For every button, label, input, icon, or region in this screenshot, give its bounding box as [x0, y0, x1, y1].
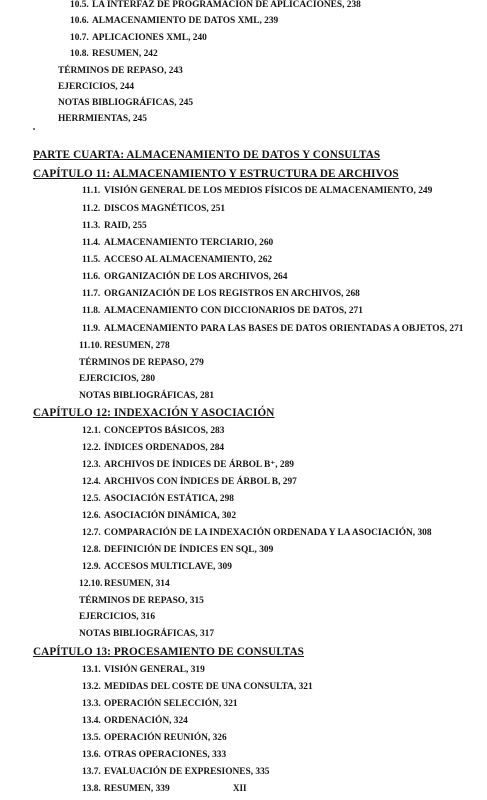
toc-entry: [82, 477, 297, 488]
page-number: XII: [233, 783, 247, 793]
section-title: RESUMEN, 242: [92, 49, 158, 59]
section-number: 12.8.: [82, 545, 101, 555]
section-number: 10.7.: [70, 33, 89, 43]
section-number: 11.4.: [82, 238, 101, 248]
toc-entry: [82, 494, 234, 505]
toc-entry: [82, 426, 224, 437]
section-title: CONCEPTOS BÁSICOS, 283: [104, 426, 225, 436]
part-heading: PARTE CUARTA: ALMACENAMIENTO DE DATOS Y CONSULTAS: [33, 149, 381, 161]
section-title: ORGANIZACIÓN DE LOS ARCHIVOS, 264: [104, 272, 288, 282]
toc-entry: [82, 767, 269, 778]
section-title: LA INTERFAZ DE PROGRAMACIÓN DE APLICACIONES, 238: [92, 0, 361, 10]
toc-entry: [82, 460, 294, 471]
toc-entry: [82, 750, 226, 761]
section-title: ACCESO AL ALMACENAMIENTO, 262: [104, 255, 273, 265]
section-title: OPERACIÓN REUNIÓN, 326: [104, 733, 227, 743]
section-number: 13.2.: [82, 682, 101, 692]
toc-back-matter: TÉRMINOS DE REPASO, 279: [79, 358, 204, 368]
chapter-heading: CAPÍTULO 11: ALMACENAMIENTO Y ESTRUCTURA DE ARCHIVOS: [33, 168, 399, 180]
section-title: ALMACENAMIENTO CON DICCIONARIOS DE DATOS, 271: [104, 306, 363, 316]
section-title: MEDIDAS DEL COSTE DE UNA CONSULTA, 321: [104, 682, 313, 692]
toc-entry: [70, 0, 361, 11]
section-number: 13.6.: [82, 750, 101, 760]
section-number: 12.1.: [82, 426, 101, 436]
toc-entry: [82, 272, 287, 283]
section-number: 13.7.: [82, 767, 101, 777]
section-number: 12.4.: [82, 477, 101, 487]
section-title: ALMACENAMIENTO PARA LAS BASES DE DATOS ORIENTADAS A OBJETOS, 271: [104, 324, 464, 334]
section-title: ÍNDICES ORDENADOS, 284: [104, 443, 225, 453]
toc-entry: [82, 545, 273, 556]
toc-entry: [82, 716, 188, 727]
section-title: VISIÓN GENERAL, 319: [104, 665, 205, 675]
toc-back-matter: NOTAS BIBLIOGRÁFICAS, 281: [79, 391, 215, 401]
toc-entry: [82, 511, 236, 522]
section-number: 11.3.: [82, 221, 101, 231]
section-number: 11.10.: [79, 341, 102, 351]
toc-entry: [82, 306, 363, 317]
section-number: 13.1.: [82, 665, 101, 675]
section-title: DEFINICIÓN DE ÍNDICES EN SQL, 309: [104, 545, 274, 555]
chapter-heading: CAPÍTULO 12: INDEXACIÓN Y ASOCIACIÓN: [33, 407, 275, 419]
section-title: EVALUACIÓN DE EXPRESIONES, 335: [104, 767, 270, 777]
section-title: RESUMEN, 278: [104, 341, 170, 351]
section-number: 13.4.: [82, 716, 101, 726]
section-number: 13.8.: [82, 784, 101, 794]
section-number: 12.5.: [82, 494, 101, 504]
toc-back-matter: NOTAS BIBLIOGRÁFICAS, 317: [79, 629, 215, 639]
section-title: VISIÓN GENERAL DE LOS MEDIOS FÍSICOS DE ALMACENAMIENTO, 249: [104, 186, 433, 196]
section-number: 11.7.: [82, 289, 101, 299]
toc-back-matter: TÉRMINOS DE REPASO, 243: [58, 66, 183, 76]
toc-back-matter: EJERCICIOS, 316: [79, 612, 156, 622]
section-title: RESUMEN, 314: [104, 579, 170, 589]
section-title: ASOCIACIÓN ESTÁTICA, 298: [104, 494, 234, 504]
toc-entry: [82, 665, 205, 676]
section-number: 12.7.: [82, 528, 101, 538]
section-number: 12.9.: [82, 562, 101, 572]
toc-entry: [82, 733, 227, 744]
toc-entry: [82, 528, 432, 539]
section-title: ORGANIZACIÓN DE LOS REGISTROS EN ARCHIVOS, 268: [104, 289, 360, 299]
toc-entry: [82, 682, 313, 693]
toc-entry: [82, 324, 463, 335]
section-number: 10.6.: [70, 16, 89, 26]
toc-entry: [70, 16, 278, 27]
toc-entry: [82, 699, 238, 710]
toc-entry: [82, 238, 273, 249]
section-number: 11.9.: [82, 324, 101, 334]
section-title: OPERACIÓN SELECCIÓN, 321: [104, 699, 238, 709]
section-number: 11.6.: [82, 272, 101, 282]
toc-back-matter: HERRMIENTAS, 245: [58, 114, 147, 124]
section-number: 13.5.: [82, 733, 101, 743]
toc-entry: [82, 443, 224, 454]
speck: [33, 128, 35, 130]
section-number: 10.8.: [70, 49, 89, 59]
section-title: ALMACENAMIENTO TERCIARIO, 260: [104, 238, 274, 248]
section-number: 10.5.: [70, 0, 89, 10]
section-number: 11.2.: [82, 204, 101, 214]
toc-entry: [82, 204, 225, 215]
toc-back-matter: NOTAS BIBLIOGRÁFICAS, 245: [58, 98, 194, 108]
section-title: ASOCIACIÓN DINÁMICA, 302: [104, 511, 237, 521]
toc-back-matter: EJERCICIOS, 280: [79, 374, 156, 384]
section-number: 12.6.: [82, 511, 101, 521]
section-number: 11.8.: [82, 306, 101, 316]
section-title: ORDENACIÓN, 324: [104, 716, 188, 726]
section-title: COMPARACIÓN DE LA INDEXACIÓN ORDENADA Y LA ASOCIACIÓN, 308: [104, 528, 432, 538]
section-title: ALMACENAMIENTO DE DATOS XML, 239: [92, 16, 279, 26]
toc-entry: [82, 784, 170, 795]
section-title: ARCHIVOS DE ÍNDICES DE ÁRBOL B⁺, 289: [104, 460, 294, 470]
section-number: 11.1.: [82, 186, 101, 196]
section-number: 13.3.: [82, 699, 101, 709]
section-number: 12.2.: [82, 443, 101, 453]
section-title: ACCESOS MULTICLAVE, 309: [104, 562, 232, 572]
section-title: RESUMEN, 339: [104, 784, 170, 794]
section-title: OTRAS OPERACIONES, 333: [104, 750, 227, 760]
toc-entry: [82, 221, 147, 232]
toc-entry: [82, 562, 232, 573]
section-title: RAID, 255: [104, 221, 147, 231]
toc-entry: [79, 579, 170, 590]
toc-entry: [70, 49, 158, 60]
toc-entry: [70, 33, 207, 44]
section-number: 12.10.: [79, 579, 103, 589]
toc-entry: [79, 341, 170, 352]
chapter-heading: CAPÍTULO 13: PROCESAMIENTO DE CONSULTAS: [33, 646, 304, 658]
toc-entry: [82, 289, 360, 300]
section-number: 12.3.: [82, 460, 101, 470]
section-number: 11.5.: [82, 255, 101, 265]
section-title: ARCHIVOS CON ÍNDICES DE ÁRBOL B, 297: [104, 477, 297, 487]
toc-entry: [82, 255, 272, 266]
section-title: APLICACIONES XML, 240: [92, 33, 207, 43]
toc-back-matter: TÉRMINOS DE REPASO, 315: [79, 596, 204, 606]
section-title: DISCOS MAGNÉTICOS, 251: [104, 204, 226, 214]
toc-entry: [82, 186, 432, 197]
toc-back-matter: EJERCICIOS, 244: [58, 82, 135, 92]
